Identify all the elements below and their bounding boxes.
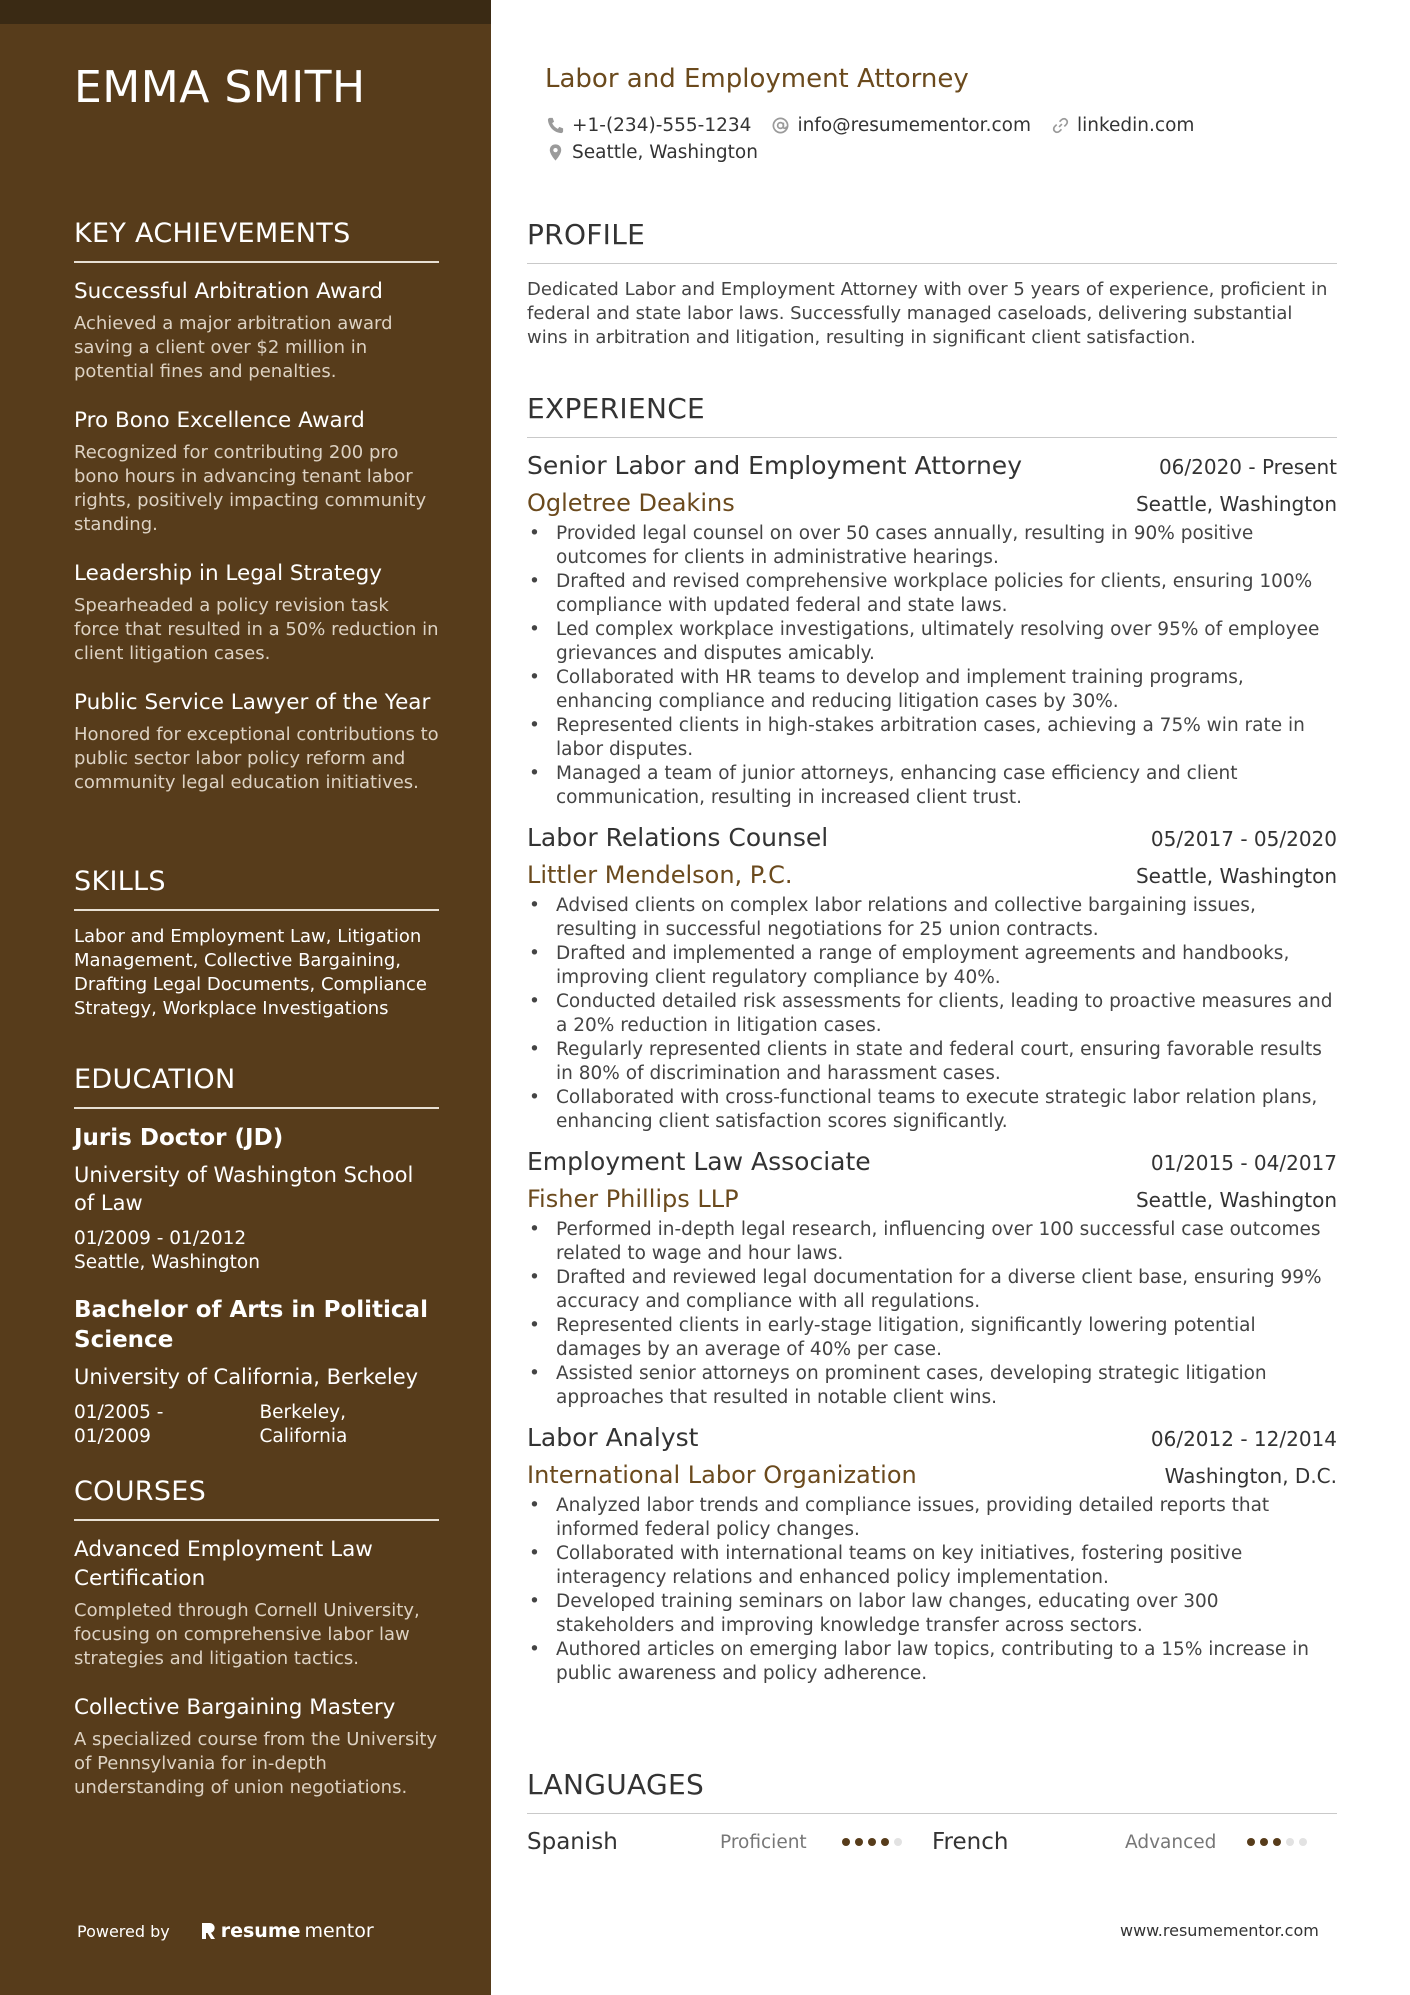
experience-header <box>527 1420 1337 1456</box>
experience-location: Washington, D.C. <box>1164 1464 1337 1488</box>
experience-item <box>527 820 1337 1134</box>
education-location: Seattle, Washington <box>74 1252 260 1273</box>
experience-company: Ogletree Deakins <box>527 489 735 517</box>
experience-role: Employment Law Associate <box>527 1147 871 1176</box>
experience-subheader <box>527 1180 1337 1218</box>
bullet-item: • Represented clients in high-stakes arbitration cases, achieving a 75% win rate in labor disputes. <box>527 714 1337 762</box>
achievement-title: Pro Bono Excellence Award <box>74 408 365 433</box>
experience-dates: 05/2017 - 05/2020 <box>1150 827 1337 851</box>
rating-dot-filled <box>1260 1838 1268 1846</box>
language-rating <box>842 1838 902 1846</box>
experience-subheader <box>527 484 1337 522</box>
achievement-desc: Achieved a major arbitration award saving a client over $2 million in potential fines and penalties. <box>74 313 393 382</box>
achievement-title: Successful Arbitration Award <box>74 279 383 304</box>
education-heading: EDUCATION <box>74 1064 439 1109</box>
bullet-item: • Performed in-depth legal research, influencing over 100 successful case outcomes related to wage and hour laws. <box>527 1218 1337 1266</box>
education-location: Berkeley, California <box>259 1402 348 1447</box>
achievements-section <box>74 218 439 817</box>
language-level: Advanced <box>1125 1831 1217 1853</box>
bullet-item: • Regularly represented clients in state and federal court, ensuring favorable results in 80% of discrimination and harassment cases. <box>527 1038 1337 1086</box>
language-name: French <box>932 1829 1009 1855</box>
bullet-item: • Advised clients on complex labor relations and collective bargaining issues, resulting in successful negotiations for 25 union contracts. <box>527 894 1337 942</box>
experience-bullets <box>527 894 1337 1134</box>
achievement-title: Public Service Lawyer of the Year <box>74 690 431 715</box>
bullet-item: • Drafted and reviewed legal documentation for a diverse client base, ensuring 99% accuracy and compliance with all regulations. <box>527 1266 1337 1314</box>
bullet-item: • Provided legal counsel on over 50 cases annually, resulting in 90% positive outcomes for clients in administrative hearings. <box>527 522 1337 570</box>
powered-by-label: Powered by <box>77 1921 170 1941</box>
language-item <box>932 1829 1337 1855</box>
bullet-item: • Led complex workplace investigations, ultimately resolving over 95% of employee grievances and disputes amicably. <box>527 618 1337 666</box>
course-desc: Completed through Cornell University, focusing on comprehensive labor law strategies and litigation tactics. <box>74 1600 420 1669</box>
contact-info <box>546 112 1326 166</box>
experience-item <box>527 1420 1337 1686</box>
education-degree: Juris Doctor (JD) <box>74 1125 284 1151</box>
languages-heading: LANGUAGES <box>527 1768 1337 1814</box>
bullet-item: • Managed a team of junior attorneys, enhancing case efficiency and client communication, resulting in increased client trust. <box>527 762 1337 810</box>
experience-dates: 06/2020 - Present <box>1158 455 1337 479</box>
achievement-desc: Spearheaded a policy revision task force that resulted in a 50% reduction in client litigation cases. <box>74 595 439 664</box>
powered-by <box>77 1920 374 1942</box>
profile-section <box>527 218 1337 350</box>
candidate-name: EMMA SMITH <box>74 62 366 113</box>
rating-dot-filled <box>881 1838 889 1846</box>
phone-icon <box>546 116 565 135</box>
logo-text-light: mentor <box>304 1920 374 1942</box>
rating-dot-empty <box>1286 1838 1294 1846</box>
skills-list: Labor and Employment Law, Litigation Management, Collective Bargaining, Drafting Legal Documents, Compliance Strategy, Workplace Investigations <box>74 926 427 1019</box>
course-title: Collective Bargaining Mastery <box>74 1695 396 1720</box>
resumementor-logo[interactable] <box>200 1920 374 1942</box>
bullet-item: • Drafted and implemented a range of employment agreements and handbooks, improving client regulatory compliance by 40%. <box>527 942 1337 990</box>
experience-company: Littler Mendelson, P.C. <box>527 861 793 889</box>
bullet-item: • Represented clients in early-stage litigation, significantly lowering potential damages by an average of 40% per case. <box>527 1314 1337 1362</box>
contact-phone[interactable] <box>546 115 751 136</box>
languages-row <box>527 1828 1337 1856</box>
experience-location: Seattle, Washington <box>1135 864 1337 888</box>
education-section <box>74 1064 439 1469</box>
sidebar-top-bar <box>0 0 491 24</box>
location-pin-icon <box>546 143 565 162</box>
experience-role: Senior Labor and Employment Attorney <box>527 451 1022 480</box>
sidebar <box>0 0 491 1995</box>
rating-dot-filled <box>1247 1838 1255 1846</box>
achievements-heading: KEY ACHIEVEMENTS <box>74 218 439 263</box>
language-rating <box>1247 1838 1307 1846</box>
rating-dot-empty <box>894 1838 902 1846</box>
bullet-item: • Analyzed labor trends and compliance issues, providing detailed reports that informed federal policy changes. <box>527 1494 1337 1542</box>
experience-header <box>527 820 1337 856</box>
experience-company: International Labor Organization <box>527 1461 917 1489</box>
education-dates: 01/2005 - 01/2009 <box>74 1402 164 1447</box>
profile-summary: Dedicated Labor and Employment Attorney with over 5 years of experience, proficient in federal and state labor laws. Successfully managed caseloads, delivering substantial wins in arbitration and litigation, resulting in significant client satisfaction. <box>527 279 1328 348</box>
linkedin-url: linkedin.com <box>1076 115 1195 136</box>
rating-dot-filled <box>1273 1838 1281 1846</box>
profile-heading: PROFILE <box>527 218 1337 264</box>
experience-item <box>527 448 1337 810</box>
experience-role: Labor Relations Counsel <box>527 823 829 852</box>
achievement-desc: Honored for exceptional contributions to public sector labor policy reform and community legal education initiatives. <box>74 724 439 793</box>
experience-location: Seattle, Washington <box>1135 492 1337 516</box>
bullet-item: • Developed training seminars on labor law changes, educating over 300 stakeholders and improving knowledge transfer across sectors. <box>527 1590 1337 1638</box>
experience-item <box>527 1144 1337 1410</box>
bullet-item: • Collaborated with international teams on key initiatives, fostering positive interagency relations and enhanced policy implementation. <box>527 1542 1337 1590</box>
experience-section <box>527 392 1337 1686</box>
language-item <box>527 1829 932 1855</box>
skills-section <box>74 866 439 1021</box>
bullet-item: • Collaborated with HR teams to develop and implement training programs, enhancing compliance and reducing litigation cases by 30%. <box>527 666 1337 714</box>
experience-heading: EXPERIENCE <box>527 392 1337 438</box>
contact-linkedin[interactable] <box>1051 115 1194 136</box>
rating-dot-empty <box>1299 1838 1307 1846</box>
achievement-item <box>74 277 439 384</box>
achievement-item <box>74 688 439 795</box>
experience-bullets <box>527 1494 1337 1686</box>
at-icon <box>771 116 790 135</box>
phone-number: +1-(234)-555-1234 <box>572 115 752 136</box>
courses-section <box>74 1476 439 1822</box>
achievement-desc: Recognized for contributing 200 pro bono hours in advancing tenant labor rights, positively impacting community standing. <box>74 442 427 535</box>
course-item <box>74 1535 439 1671</box>
contact-row <box>546 139 1326 166</box>
course-desc: A specialized course from the University of Pennsylvania for in-depth understanding of union negotiations. <box>74 1729 438 1798</box>
bullet-item: • Collaborated with cross-functional teams to execute strategic labor relation plans, enhancing client satisfaction scores significantly. <box>527 1086 1337 1134</box>
languages-section <box>527 1768 1337 1856</box>
experience-bullets <box>527 522 1337 810</box>
experience-dates: 01/2015 - 04/2017 <box>1150 1151 1337 1175</box>
experience-header <box>527 448 1337 484</box>
achievement-title: Leadership in Legal Strategy <box>74 561 383 586</box>
location-text: Seattle, Washington <box>572 142 758 163</box>
education-meta <box>74 1227 439 1275</box>
language-level: Proficient <box>720 1831 807 1853</box>
education-school: University of California, Berkeley <box>74 1365 419 1389</box>
education-school: University of Washington School of Law <box>74 1163 414 1215</box>
experience-location: Seattle, Washington <box>1135 1188 1337 1212</box>
contact-location <box>546 142 758 163</box>
experience-dates: 06/2012 - 12/2014 <box>1150 1427 1337 1451</box>
education-dates: 01/2009 - 01/2012 <box>74 1228 247 1249</box>
email-address: info@resumementor.com <box>797 115 1031 136</box>
experience-subheader <box>527 1456 1337 1494</box>
rating-dot-filled <box>842 1838 850 1846</box>
course-title: Advanced Employment Law Certification <box>74 1537 373 1591</box>
education-degree: Bachelor of Arts in Political Science <box>74 1297 428 1353</box>
achievement-item <box>74 559 439 666</box>
resumementor-logo-icon <box>200 1921 217 1941</box>
experience-header <box>527 1144 1337 1180</box>
achievement-item <box>74 406 439 537</box>
bullet-item: • Assisted senior attorneys on prominent cases, developing strategic litigation approaches that resulted in notable client wins. <box>527 1362 1337 1410</box>
bullet-item: • Conducted detailed risk assessments for clients, leading to proactive measures and a 20% reduction in litigation cases. <box>527 990 1337 1038</box>
bullet-item: • Authored articles on emerging labor law topics, contributing to a 15% increase in public awareness and policy adherence. <box>527 1638 1337 1686</box>
rating-dot-filled <box>855 1838 863 1846</box>
contact-email[interactable] <box>771 115 1031 136</box>
rating-dot-filled <box>868 1838 876 1846</box>
experience-role: Labor Analyst <box>527 1423 699 1452</box>
courses-heading: COURSES <box>74 1476 439 1521</box>
experience-company: Fisher Phillips LLP <box>527 1185 739 1213</box>
experience-subheader <box>527 856 1337 894</box>
website-link[interactable]: www.resumementor.com <box>1120 1921 1319 1940</box>
skills-heading: SKILLS <box>74 866 439 911</box>
education-item <box>74 1123 439 1275</box>
job-title: Labor and Employment Attorney <box>545 64 969 94</box>
language-name: Spanish <box>527 1829 618 1855</box>
link-icon <box>1051 116 1070 135</box>
bullet-item: • Drafted and revised comprehensive workplace policies for clients, ensuring 100% compliance with updated federal and state laws. <box>527 570 1337 618</box>
contact-row <box>546 112 1326 139</box>
logo-text-bold: resume <box>220 1920 301 1942</box>
education-item <box>74 1295 439 1449</box>
experience-bullets <box>527 1218 1337 1410</box>
education-meta <box>74 1401 439 1449</box>
course-item <box>74 1693 439 1800</box>
